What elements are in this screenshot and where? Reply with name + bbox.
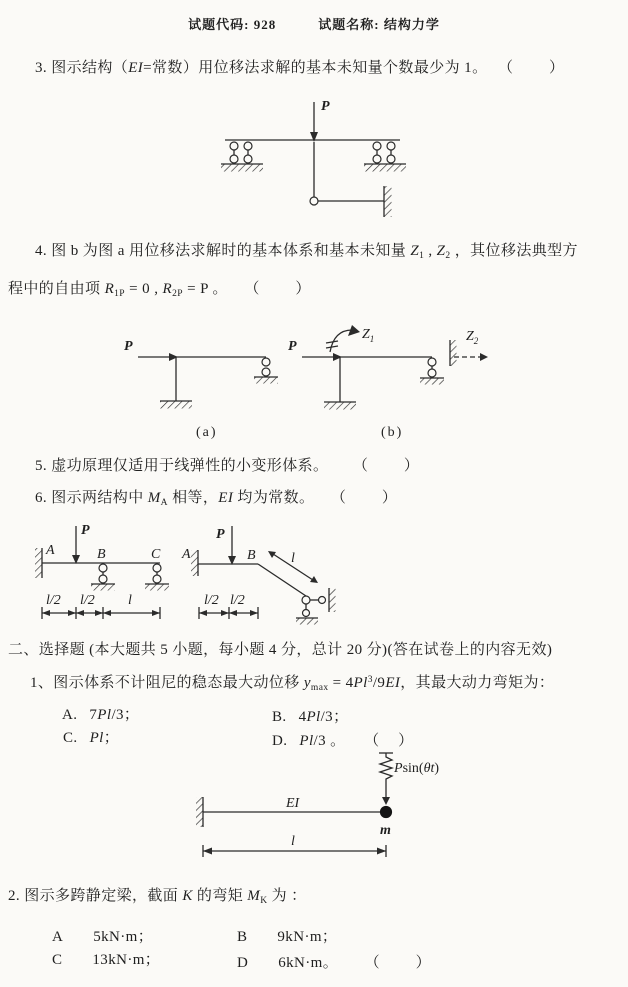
- psin-label: Psin(θt): [394, 761, 440, 776]
- opt-num: 4: [298, 709, 307, 725]
- opt-key: A: [52, 929, 64, 945]
- s2q2-mk: M: [247, 888, 261, 904]
- answer-bracket-q4: （ ）: [251, 281, 313, 297]
- svg-text:l/2: l/2: [230, 593, 245, 608]
- s2q2-option-a: [52, 925, 153, 946]
- s2-question-2: [8, 884, 307, 905]
- q3-text-post: =常数）用位移法求解的基本未知量个数最少为 1。: [143, 60, 488, 76]
- s2q1-option-a: [62, 703, 139, 724]
- svg-text:P: P: [216, 527, 225, 542]
- q4-z1-sub: 1: [419, 251, 425, 261]
- lower-member-and-wall: [310, 142, 392, 217]
- answer-bracket-q6: （ ）: [338, 490, 399, 506]
- q4-z2-sub: 2: [445, 251, 451, 261]
- section-2-title: [8, 638, 552, 659]
- opt-rest: ；: [103, 730, 120, 746]
- q4-text-b: ，其位移法典型方: [450, 243, 578, 259]
- s2q2-k: K: [182, 888, 193, 904]
- question-5: [35, 454, 421, 475]
- hinge: [302, 596, 310, 604]
- svg-text:l: l: [291, 551, 295, 566]
- answer-bracket-s2q1: （ ）: [371, 733, 416, 749]
- question-6: [35, 486, 399, 507]
- dimensions: [199, 593, 258, 619]
- q4-eqp: = P 。: [182, 281, 228, 297]
- s2q2-option-b: [237, 925, 337, 946]
- opt-key: B.: [272, 709, 287, 725]
- q6-text-pre: 6. 图示两结构中: [35, 490, 148, 506]
- answer-bracket-s2q2: （ ）: [372, 955, 433, 971]
- s2q1-cantilever-diagram: [150, 750, 460, 875]
- right-beam: [181, 526, 336, 625]
- z1-rotation-arrow: [330, 330, 352, 352]
- opt-key: D.: [272, 733, 288, 749]
- s2q1-y: y: [303, 675, 311, 691]
- opt-var: Pl: [306, 709, 321, 725]
- s2q1-text-post: ，其最大动力弯矩为：: [400, 675, 555, 691]
- q6-ma: M: [147, 490, 161, 506]
- svg-text:P: P: [321, 99, 330, 114]
- opt-key: A.: [62, 707, 78, 723]
- q6-ei: EI: [218, 490, 234, 506]
- opt-var: Pl: [97, 707, 112, 723]
- s2q1-pl: Pl: [353, 675, 368, 691]
- svg-text:A: A: [182, 547, 191, 562]
- mass-label: m: [380, 823, 391, 838]
- opt-key: C.: [63, 730, 78, 746]
- q4-z2: Z: [436, 243, 446, 259]
- s2q2-option-c: [52, 948, 160, 969]
- z1-label: $Z_1$: [362, 327, 375, 344]
- question-4-line2: [8, 277, 312, 298]
- s2q2-text-pre: 2. 图示多跨静定梁，截面: [8, 888, 183, 904]
- s2q1-ei: EI: [385, 675, 401, 691]
- ei-label: EI: [286, 796, 300, 811]
- q4-r1p: R: [104, 281, 115, 297]
- svg-text:(a): (a): [196, 425, 218, 440]
- s2q2-option-d: [237, 951, 433, 972]
- opt-value: 6kN·m。: [278, 955, 339, 971]
- svg-text:A: A: [46, 543, 55, 558]
- opt-key: C: [52, 952, 63, 968]
- q6-ma-sub: A: [160, 498, 168, 508]
- opt-var: Pl: [89, 730, 104, 746]
- s2q2-text-mid: 的弯矩: [192, 888, 248, 904]
- section-2-text: 二、选择题 (本大题共 5 小题，每小题 4 分，总计 20 分)(答在试卷上的内容无效): [8, 642, 553, 658]
- s2-question-1: [30, 671, 554, 692]
- s2q1-option-d: [272, 729, 415, 750]
- s2q1-text-pre: 1、图示体系不计阻尼的稳态最大动位移: [30, 675, 304, 691]
- svg-text:l/2: l/2: [46, 593, 61, 608]
- s2q1-exp: 3: [367, 675, 373, 685]
- q4-r1p-sub: 1P: [114, 289, 125, 299]
- opt-value: 5kN·m；: [93, 929, 154, 945]
- q3-text-pre: 3. 图示结构（: [35, 60, 129, 76]
- s2q1-option-b: [272, 705, 348, 726]
- svg-text:l/2: l/2: [80, 593, 95, 608]
- page-header: [0, 14, 628, 33]
- svg-text:B: B: [97, 547, 106, 562]
- opt-num: 7: [89, 707, 98, 723]
- left-link-support: [221, 142, 263, 172]
- exam-title: 试题名称: 结构力学: [318, 17, 440, 32]
- opt-var: Pl: [299, 733, 314, 749]
- opt-rest: /3；: [320, 709, 349, 725]
- q4-comma: ,: [424, 243, 437, 259]
- load-arrow: [310, 99, 330, 142]
- right-link-support: [364, 142, 406, 172]
- q4-eq0: = 0 ,: [124, 281, 163, 297]
- opt-value: 9kN·m；: [277, 929, 338, 945]
- s2q2-mk-sub: K: [260, 896, 268, 906]
- frame-a: [124, 339, 278, 440]
- answer-bracket-q3: （ ）: [505, 60, 566, 76]
- opt-rest: /3；: [111, 707, 140, 723]
- svg-text:P: P: [288, 339, 297, 354]
- inclined-member: [258, 564, 306, 596]
- question-3: [35, 56, 566, 77]
- hinge: [310, 197, 318, 205]
- q5-text: 5. 虚功原理仅适用于线弹性的小变形体系。: [35, 458, 329, 474]
- svg-text:l/2: l/2: [204, 593, 219, 608]
- q6-text-post: 均为常数。: [233, 490, 315, 506]
- svg-text:l: l: [291, 834, 295, 849]
- opt-key: B: [237, 929, 248, 945]
- q4-r2p: R: [162, 281, 173, 297]
- svg-text:B: B: [247, 548, 256, 563]
- dimension-l: [203, 834, 386, 857]
- q6-beams-diagram: [2, 512, 352, 632]
- dimensions: [42, 593, 160, 619]
- q3-ei: EI: [128, 60, 144, 76]
- exam-code: 试题代码: 928: [188, 17, 277, 32]
- s2q1-over: /9: [372, 675, 386, 691]
- q4-text-c: 程中的自由项: [8, 281, 105, 297]
- s2q1-option-c: [63, 726, 119, 747]
- frame-b: [288, 325, 488, 440]
- question-4-line1: [35, 239, 578, 260]
- q6-text-mid: 相等，: [167, 490, 219, 506]
- q4-text-a: 4. 图 b 为图 a 用位移法求解时的基本体系和基本未知量: [35, 243, 411, 259]
- opt-rest: /3 。: [313, 733, 346, 749]
- svg-text:P: P: [81, 523, 90, 538]
- svg-text:P: P: [124, 339, 133, 354]
- z2-label: $Z_2$: [466, 329, 479, 346]
- svg-text:l: l: [128, 593, 132, 608]
- spring-load: [379, 753, 439, 805]
- svg-text:(b): (b): [381, 425, 404, 440]
- left-beam: [35, 523, 169, 619]
- svg-text:C: C: [151, 547, 161, 562]
- opt-key: D: [237, 955, 249, 971]
- answer-bracket-q5: （ ）: [360, 458, 421, 474]
- q4-r2p-sub: 2P: [172, 289, 183, 299]
- mass: [381, 807, 392, 818]
- q4-frames-diagram: [88, 318, 568, 446]
- s2q1-y-sub: max: [310, 683, 329, 693]
- q3-structure-diagram: [185, 90, 465, 222]
- q4-z1: Z: [410, 243, 420, 259]
- s2q2-text-post: 为 ：: [267, 888, 307, 904]
- s2q1-eq: = 4: [328, 675, 354, 691]
- opt-value: 13kN·m；: [92, 952, 161, 968]
